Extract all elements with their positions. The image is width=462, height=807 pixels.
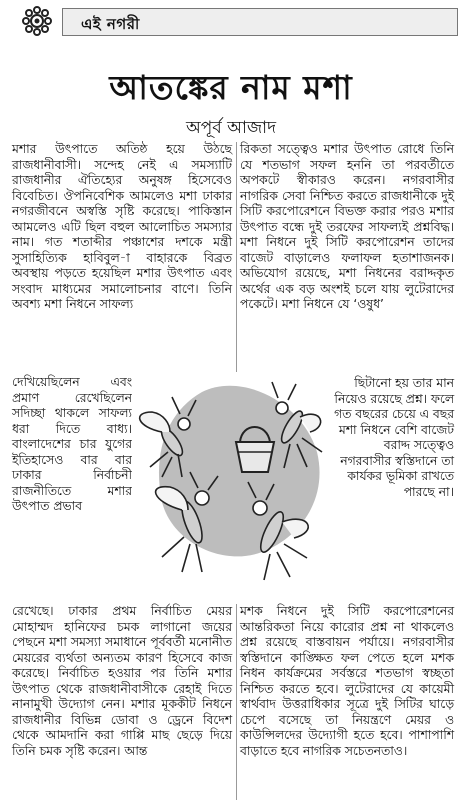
article-column-right-top: রিকতা সত্ত্বেও মশার উৎপাত রোধে তিনি যে শতভাগ সফল হননি তা পরবর্তীতে অপকটে স্বীকারও করেন। নগরবাসীর নাগরিক সেবা নিশ্চিত করতে রাজধানীকে দুই সিটি করপোরেশনে বিভক্ত করার পরও মশার উৎপাত বন্ধে দুই তরফের সাফল্যই প্রশ্নবিদ্ধ। মশা নিধনে দুই সিটি করপোরেশন তাদের বাজেট বাড়ালেও ফলাফল হতাশাজনক। অভিযোগ রয়েছে, মশা নিধনের বরাদ্দকৃত অর্থের এক বড় অংশই চলে যায় লুটেরাদের পকেটে। মশা নিধনে যে ‘ওষুধ’ xyxy=(240,142,454,311)
column-divider xyxy=(236,142,237,374)
flower-emblem-icon xyxy=(22,6,52,36)
byline: অপূর্ব আজাদ xyxy=(185,118,277,138)
article-column-left-mid: দেখিয়েছিলেন এবং প্রমাণ রেখেছিলেন সদিচ্ছা থাকলে সাফল্য ধরা দিতে বাধ্য। বাংলাদেশের চার যুগের ইতিহাসেও বার বার ঢাকার নির্বাচনী রাজনীতিতে মশার উৎপাত প্রভাব xyxy=(12,375,132,513)
column-divider-bottom xyxy=(236,604,237,800)
headline: আতঙ্কের নাম মশা xyxy=(109,68,353,107)
mosquito-illustration xyxy=(132,372,328,594)
section-label-box xyxy=(62,8,458,36)
article-column-right-mid: ছিটানো হয় তার মান নিয়েও রয়েছে প্রশ্ন। ফলে গত বছরের চেয়ে এ বছর মশা নিধনে বেশি বাজেট বরাদ্দ সত্ত্বেও নগরবাসীর স্বস্তিদানে তা কার্যকর ভূমিকা রাখতে পারছে না। xyxy=(334,376,454,499)
article-column-left-bottom: রেখেছে। ঢাকার প্রথম নির্বাচিত মেয়র মোহাম্মদ হানিফের চমক লাগানো জয়ের পেছনে মশা সমস্যা সমাধানে পূর্ববর্তী মনোনীত মেয়রের ব্যর্থতা অন্যতম কারণ হিসেবে কাজ করেছে। নির্বাচিত হওয়ার পর তিনি মশার উৎপাত থেকে রাজধানীবাসীকে রেহাই দিতে নানামুখী উদ্যোগ নেন। মশার মূককীট নিধনে রাজধানীর বিভিন্ন ডোবা ও ড্রেনে বিদেশ থেকে আমদানি করা গাপ্পি মাছ ছেড়ে দিয়ে তিনি চমক সৃষ্টি করেন। আন্ত xyxy=(12,604,232,758)
section-label: এই নগরী xyxy=(81,15,140,33)
article-column-left-top: মশার উৎপাতে অতিষ্ঠ হয়ে উঠছে রাজধানীবাসী। সন্দেহ নেই এ সমস্যাটি রাজধানীর ঐতিহ্যের অনুষঙ্গ হিসেবেও বিবেচিত। ঔপনিবেশিক আমলেও মশা ঢাকার নগরজীবনে অস্বস্তি সৃষ্টি করেছে। পাকিস্তান আমলেও এটি ছিল বহুল আলোচিত সমস্যার নাম। গত শতাব্দীর পঞ্চাশের দশকে মন্ত্রী সুসাহিত্যিক হাবিবুল-া বাহারকে বিব্রত অবস্থায় পড়তে হয়েছিল মশার উৎপাত এবং সংবাদ মাধ্যমের সমালোচনার বাণে। তিনি অবশ্য মশা নিধনে সাফল্য xyxy=(12,142,232,311)
article-column-right-bottom: মশক নিধনে দুই সিটি করপোরেশনের আন্তরিকতা নিয়ে কারোর প্রশ্ন না থাকলেও প্রশ্ন রয়েছে বাস্তবায়ন পর্যায়ে। নগরবাসীর স্বস্তিদানে কাঙ্ক্ষিত ফল পেতে হলে মশক নিধন কার্যক্রমের সর্বস্তরে শতভাগ স্বচ্ছতা নিশ্চিত করতে হবে। লুটেরাদের যে কায়েমী স্বার্থবাদ উত্তরাধিকার সূত্রে দুই সিটির ঘাড়ে চেপে বসেছে তা নিয়ন্ত্রণে মেয়র ও কাউন্সিলদের উদ্যোগী হতে হবে। পাশাপাশি বাড়াতে হবে নাগরিক সচেতনতাও। xyxy=(240,604,454,758)
section-header xyxy=(0,0,462,38)
